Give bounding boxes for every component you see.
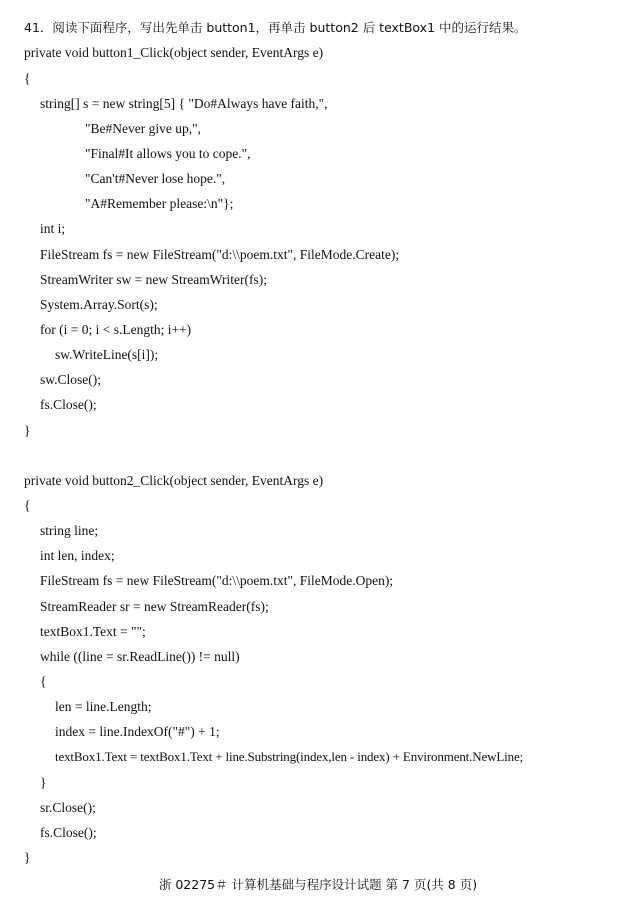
code-line: StreamWriter sw = new StreamWriter(fs); <box>40 272 267 287</box>
code-line: int len, index; <box>40 548 115 563</box>
page-footer: 浙 02275＃ 计算机基础与程序设计试题 第 7 页(共 8 页) <box>158 877 478 892</box>
code-line: "Be#Never give up,", <box>85 121 201 136</box>
code-line: FileStream fs = new FileStream("d:\\poem.txt", FileMode.Open); <box>40 573 394 588</box>
code-line: "Final#It allows you to cope.", <box>85 146 251 161</box>
code-line: { <box>24 71 31 86</box>
code-line: { <box>24 498 31 513</box>
code-line: } <box>40 775 47 790</box>
code-line: int i; <box>40 221 66 236</box>
code-line: fs.Close(); <box>40 397 97 412</box>
code-line: len = line.Length; <box>55 699 152 714</box>
code-line: index = line.IndexOf("#") + 1; <box>55 724 220 739</box>
code-line: textBox1.Text = textBox1.Text + line.Substring(index,len - index) + Environment.NewLine; <box>55 749 524 764</box>
code-line: } <box>24 423 31 438</box>
code-line: } <box>24 850 31 865</box>
code-line: { <box>40 674 47 689</box>
code-line: "A#Remember please:\n"}; <box>85 196 234 211</box>
code-line: FileStream fs = new FileStream("d:\\poem.txt", FileMode.Create); <box>40 247 400 262</box>
question-prompt: 41．阅读下面程序，写出先单击 button1，再单击 button2 后 textBox1 中的运行结果。 <box>24 20 527 35</box>
code-line: private void button2_Click(object sender, EventArgs e) <box>24 473 324 488</box>
code-line: fs.Close(); <box>40 825 97 840</box>
code-line: private void button1_Click(object sender, EventArgs e) <box>24 45 324 60</box>
code-line: "Can't#Never lose hope.", <box>85 171 226 186</box>
code-line: System.Array.Sort(s); <box>40 297 158 312</box>
code-line: StreamReader sr = new StreamReader(fs); <box>40 599 269 614</box>
code-line: sw.WriteLine(s[i]); <box>55 347 159 362</box>
code-line: while ((line = sr.ReadLine()) != null) <box>40 649 240 664</box>
code-line: sr.Close(); <box>40 800 96 815</box>
code-line: string[] s = new string[5] { "Do#Always have faith,", <box>40 96 328 111</box>
code-line: string line; <box>40 523 99 538</box>
code-line: sw.Close(); <box>40 372 101 387</box>
code-line: textBox1.Text = ""; <box>40 624 146 639</box>
code-line: for (i = 0; i < s.Length; i++) <box>40 322 192 337</box>
